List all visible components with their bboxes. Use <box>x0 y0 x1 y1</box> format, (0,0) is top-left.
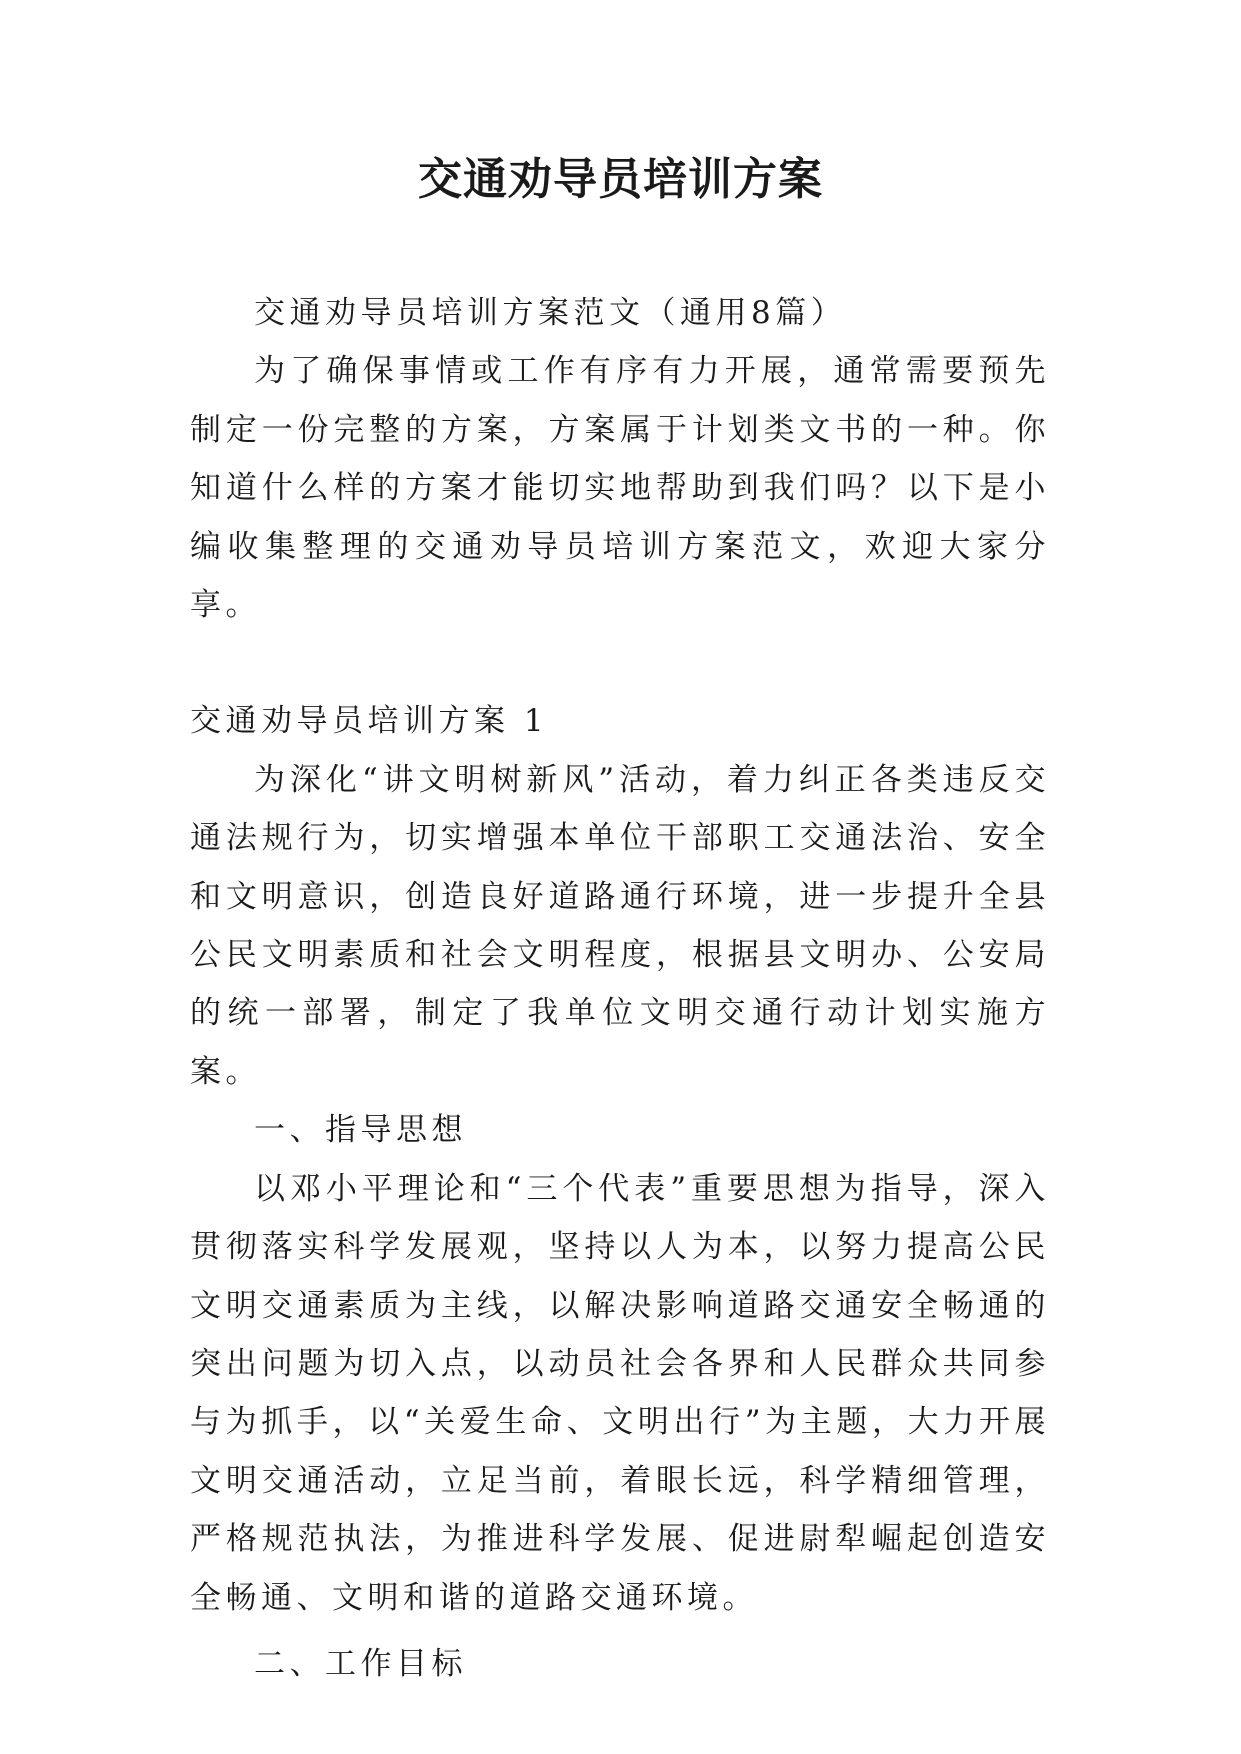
heading-guiding-ideology: 一、指导思想 <box>254 1112 467 1149</box>
document-subtitle: 交通劝导员培训方案范文（通用8篇） <box>254 295 847 331</box>
document-title: 交通劝导员培训方案 <box>418 154 823 205</box>
section-intro-paragraph: 为深化“讲文明树新风”活动，着力纠正各类违反交通法规行为，切实增强本单位干部职工交通法治、安全和文明意识，创造良好道路通行环境，进一步提升全县公民文明素质和社会文明程度，根据县文明办、公安局的统一部署，制定了我单位文明交通行动计划实施方案。 <box>190 761 1050 1090</box>
document-body <box>190 284 1050 1693</box>
intro-paragraph: 为了确保事情或工作有序有力开展，通常需要预先制定一份完整的方案，方案属于计划类文书的一种。你知道什么样的方案才能切实地帮助到我们吗？以下是小编收集整理的交通劝导员培训方案范文，欢迎大家分享。 <box>190 353 1050 624</box>
guiding-ideology-paragraph: 以邓小平理论和“三个代表”重要思想为指导，深入贯彻落实科学发展观，坚持以人为本，以努力提高公民文明交通素质为主线，以解决影响道路交通安全畅通的突出问题为切入点，以动员社会各界和人民群众共同参与为抓手，以“关爱生命、文明出行”为主题，大力开展文明交通活动，立足当前，着眼长远，科学精细管理，严格规范执法，为推进科学发展、促进尉犁崛起创造安全畅通、文明和谐的道路交通环境。 <box>190 1170 1050 1616</box>
spacer <box>190 1627 1050 1635</box>
heading-work-goals: 二、工作目标 <box>254 1645 467 1682</box>
spacer <box>190 634 1050 692</box>
section-heading: 交通劝导员培训方案 1 <box>190 703 549 740</box>
